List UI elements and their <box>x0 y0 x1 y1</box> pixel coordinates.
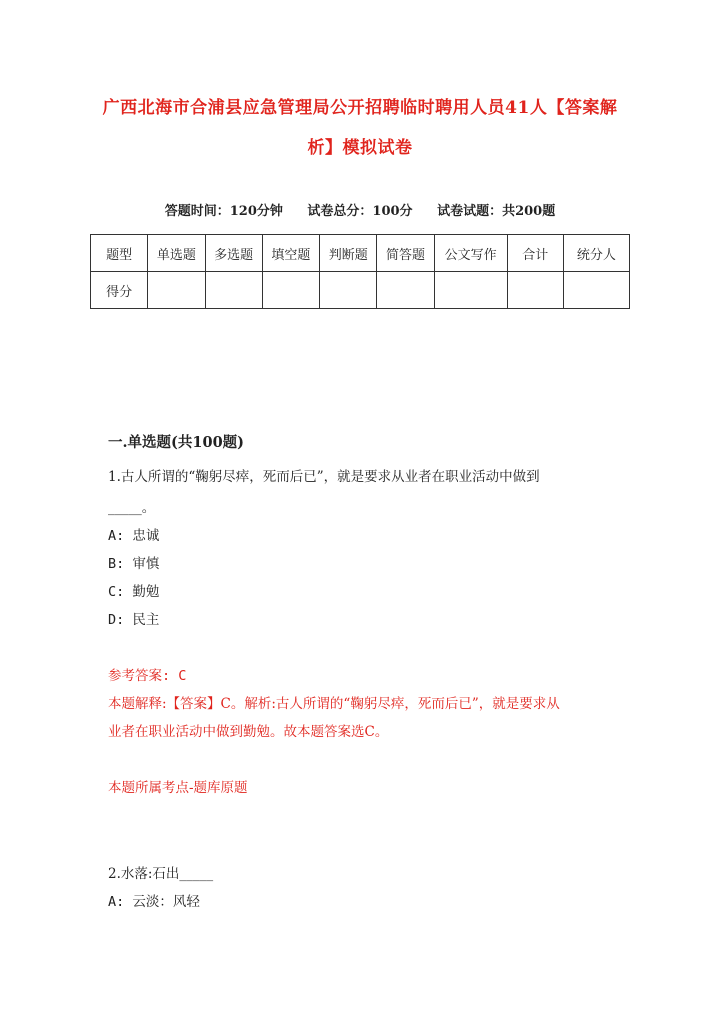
title-line-1: 广西北海市合浦县应急管理局公开招聘临时聘用人员41人【答案解 <box>102 98 618 118</box>
exam-time: 答题时间：120分钟 <box>164 204 283 219</box>
title-line-2: 析】模拟试卷 <box>307 138 413 158</box>
score-header-cell: 统分人 <box>563 235 629 272</box>
score-cell <box>205 272 262 309</box>
question-1-answer: 参考答案: C <box>108 668 187 684</box>
document-title <box>100 88 620 168</box>
exam-question-count: 试卷试题：共200题 <box>437 204 556 219</box>
section-title: 一.单选题(共100题) <box>108 434 245 451</box>
question-1-stem-line-1: 1.古人所谓的“鞠躬尽瘁，死而后已”，就是要求从业者在职业活动中做到 <box>108 469 540 485</box>
score-table <box>90 234 630 309</box>
exam-meta <box>0 200 720 219</box>
question-2-stem: 2.水落:石出_____ <box>108 866 214 882</box>
score-table-score-row <box>91 272 630 309</box>
exam-total-score: 试卷总分：100分 <box>307 204 413 219</box>
score-cell <box>507 272 563 309</box>
question-1-option-d: D: 民主 <box>108 612 160 628</box>
score-cell <box>434 272 507 309</box>
score-header-cell: 单选题 <box>148 235 205 272</box>
score-header-cell: 简答题 <box>377 235 434 272</box>
score-header-cell: 公文写作 <box>434 235 507 272</box>
score-cell <box>262 272 319 309</box>
question-1-option-c: C: 勤勉 <box>108 584 160 600</box>
score-header-cell: 多选题 <box>205 235 262 272</box>
score-table-header-row <box>91 235 630 272</box>
question-1-source: 本题所属考点-题库原题 <box>108 780 248 796</box>
question-1-explanation-line-2: 业者在职业活动中做到勤勉。故本题答案选C。 <box>108 724 389 740</box>
question-1-option-a: A: 忠诚 <box>108 528 160 544</box>
score-header-cell: 填空题 <box>262 235 319 272</box>
score-row-label: 得分 <box>91 272 148 309</box>
question-1-stem-line-2: _____。 <box>108 500 156 516</box>
question-2-option-a: A: 云淡：风轻 <box>108 894 200 910</box>
score-cell <box>148 272 205 309</box>
score-header-cell: 题型 <box>91 235 148 272</box>
question-1-explanation-line-1: 本题解释:【答案】C。解析:古人所谓的“鞠躬尽瘁，死而后已”，就是要求从 <box>108 696 560 712</box>
score-cell <box>320 272 377 309</box>
score-header-cell: 合计 <box>507 235 563 272</box>
question-1-option-b: B: 审慎 <box>108 556 160 572</box>
score-cell <box>377 272 434 309</box>
score-cell <box>563 272 629 309</box>
score-header-cell: 判断题 <box>320 235 377 272</box>
